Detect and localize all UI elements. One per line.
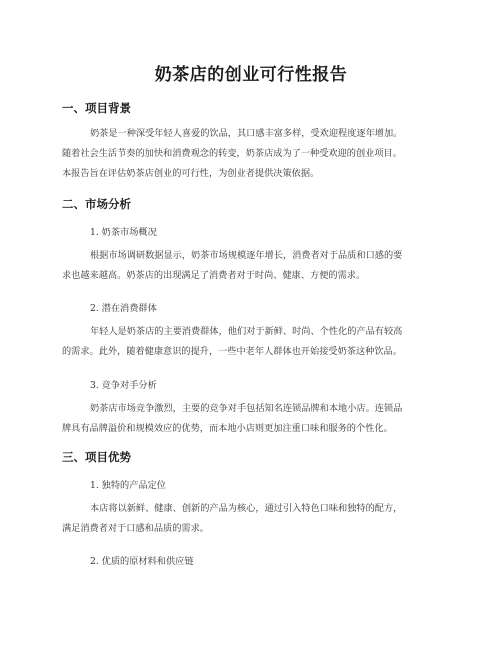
paragraph-consumers bbox=[62, 322, 444, 362]
paragraph-line: 的需求。此外，随着健康意识的提升，一些中老年人群体也开始接受奶茶这种饮品。 bbox=[62, 346, 402, 357]
paragraph-positioning bbox=[62, 499, 444, 539]
paragraph-competitors bbox=[62, 399, 444, 439]
paragraph-line: 本报告旨在评估奶茶店创业的可行性，为创业者提供决策依据。 bbox=[62, 168, 320, 179]
paragraph-market-overview bbox=[62, 246, 444, 286]
paragraph-line: 本店将以新鲜、健康、创新的产品为核心，通过引入特色口味和独特的配方， bbox=[90, 503, 403, 514]
paragraph-line: 根据市场调研数据显示，奶茶市场规模逐年增长，消费者对于品质和口感的要 bbox=[90, 250, 403, 261]
paragraph-line: 随着社会生活节奏的加快和消费观念的转变，奶茶店成为了一种受欢迎的创业项目。 bbox=[62, 148, 402, 159]
subheading-supply-chain: 2. 优质的原材料和供应链 bbox=[90, 556, 194, 567]
paragraph-line: 奶茶店市场竞争激烈，主要的竞争对手包括知名连锁品牌和本地小店。连锁品 bbox=[90, 403, 403, 414]
subheading-consumers: 2. 潜在消费群体 bbox=[90, 303, 157, 314]
paragraph-line: 年轻人是奶茶店的主要消费群体，他们对于新鲜、时尚、个性化的产品有较高 bbox=[90, 326, 403, 337]
subheading-positioning: 1. 独特的产品定位 bbox=[90, 480, 166, 491]
section-heading-advantages: 三、项目优势 bbox=[62, 450, 131, 464]
paragraph-line: 牌具有品牌溢价和规模效应的优势，而本地小店则更加注重口味和服务的个性化。 bbox=[62, 423, 393, 434]
section-heading-background: 一、项目背景 bbox=[62, 101, 131, 115]
subheading-market-overview: 1. 奶茶市场概况 bbox=[90, 227, 157, 238]
document-title: 奶茶店的创业可行性报告 bbox=[154, 65, 348, 85]
paragraph-line: 满足消费者对于口感和品质的需求。 bbox=[62, 523, 209, 534]
paragraph-line: 奶茶是一种深受年轻人喜爱的饮品，其口感丰富多样，受欢迎程度逐年增加。 bbox=[90, 128, 403, 139]
paragraph-background bbox=[62, 124, 444, 184]
subheading-competitors: 3. 竞争对手分析 bbox=[90, 380, 157, 391]
paragraph-line: 求也越来越高。奶茶店的出现满足了消费者对于时尚、健康、方便的需求。 bbox=[62, 270, 366, 281]
section-heading-market: 二、市场分析 bbox=[62, 197, 131, 211]
